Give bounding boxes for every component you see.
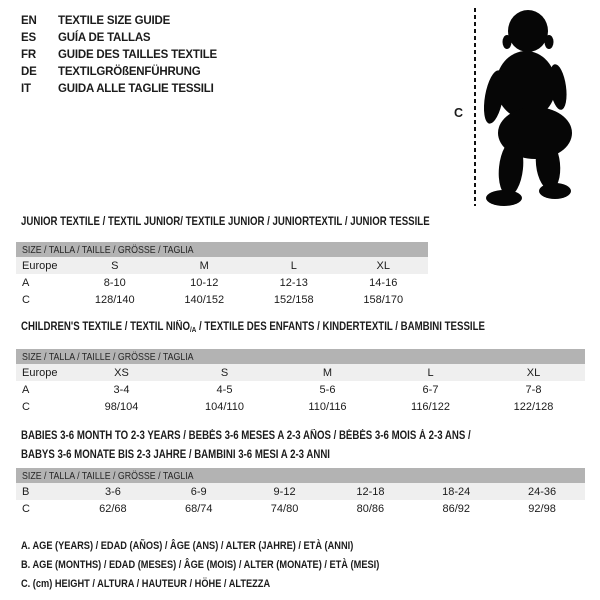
value-cell: 14-16 [369,276,398,289]
row-label-cell: C [22,293,30,306]
section-title [21,427,600,465]
row-label-cell: Europe [16,257,70,274]
language-label: GUIDA ALLE TAGLIE TESSILI [58,83,214,95]
size-table-header [16,468,585,483]
value-cell: 10-12 [190,276,219,289]
title-subscript: /A [190,325,197,334]
language-row [21,30,217,47]
value-cell: 140/152 [184,293,225,306]
section-title [21,318,600,339]
value-cell: 3-4 [113,383,130,396]
size-table-header-row [16,349,585,364]
legend-line [21,575,448,594]
size-section-children [0,318,600,415]
section-title [21,213,600,232]
value-cell: 12-18 [327,483,413,500]
row-label-cell: A [22,383,30,396]
row-label-cell: A [22,276,30,289]
table-row [16,483,585,500]
language-list [21,13,217,98]
value-cell: 6-9 [156,483,242,500]
value-cell: 110/116 [308,400,347,413]
value-cell: 8-10 [103,276,126,289]
value-cell: XL [482,364,585,381]
value-cell: 18-24 [413,483,499,500]
value-cell: M [160,257,250,274]
toddler-silhouette-icon [477,5,587,210]
row-label-cell: C [22,502,30,515]
value-cell: 86/92 [442,502,470,515]
language-code: FR [21,49,36,61]
size-section-junior [0,213,600,308]
legend-line [21,537,448,556]
value-cell: 98/104 [104,400,139,413]
language-label: GUÍA DE TALLAS [58,32,151,44]
legend [21,537,448,594]
language-code: IT [21,83,31,95]
value-cell: 92/98 [528,502,556,515]
value-cell: 152/158 [273,293,314,306]
value-cell: 6-7 [422,383,439,396]
section-title-text: CHILDREN'S TEXTILE / TEXTIL $NIÑO_{/A}$ / TEXTILE DES ENFANTS / KINDERTEXTIL / BAMBINI TESSILE [21,321,485,334]
figure-area [440,0,600,215]
legend-text: C. (cm) HEIGHT / ALTURA / HAUTEUR / HÖHE / ALTEZZA [21,578,271,590]
value-cell: L [379,364,482,381]
table-row [16,291,428,308]
value-cell: XS [70,364,173,381]
value-cell: 5-6 [319,383,336,396]
size-section-babies [0,427,600,517]
value-cell: 116/122 [411,400,450,413]
value-cell: S [173,364,276,381]
section-title-line [21,318,600,339]
value-cell: 24-36 [499,483,585,500]
size-table [16,349,585,415]
value-cell: 68/74 [184,502,213,515]
size-table-header-row [16,242,428,257]
table-row [16,364,585,381]
height-measure-label: C [454,106,464,120]
size-table-header-text: SIZE / TALLA / TAILLE / GRÖSSE / TAGLIA [22,350,194,363]
legend-text: A. AGE (YEARS) / EDAD (AÑOS) / ÂGE (ANS) / ALTER (JAHRE) / ETÀ (ANNI) [21,540,354,552]
row-label-cell: B [16,483,70,500]
section-title-line [21,446,600,465]
value-cell: 128/140 [94,293,135,306]
value-cell: 122/128 [513,400,554,413]
value-cell: S [70,257,160,274]
table-row [16,398,585,415]
table-row [16,381,585,398]
legend-line [21,556,448,575]
language-label: GUIDE DES TAILLES TEXTILE [58,49,217,61]
row-label-cell: Europe [16,364,70,381]
value-cell: 4-5 [216,383,233,396]
section-title-line [21,213,600,232]
language-row [21,47,217,64]
value-cell: 158/170 [363,293,404,306]
value-cell: 9-12 [242,483,328,500]
language-code: EN [21,15,37,27]
size-table-header-row [16,468,585,483]
value-cell: 7-8 [525,383,542,396]
size-table [16,242,428,308]
value-cell: 3-6 [70,483,156,500]
row-label-cell: C [22,400,30,413]
size-table-header-text: SIZE / TALLA / TAILLE / GRÖSSE / TAGLIA [22,243,194,256]
height-measure-line [474,8,476,206]
section-title-text: BABYS 3-6 MONATE BIS 2-3 JAHRE / BAMBINI 3-6 MESI A 2-3 ANNI [21,449,330,461]
table-row [16,257,428,274]
value-cell: 104/110 [205,400,244,413]
section-title-text: JUNIOR TEXTILE / TEXTIL JUNIOR/ TEXTILE JUNIOR / JUNIORTEXTIL / JUNIOR TESSILE [21,216,430,228]
language-label: TEXTILE SIZE GUIDE [58,15,171,27]
language-row [21,13,217,30]
section-title-text: BABIES 3-6 MONTH TO 2-3 YEARS / BEBÉS 3-6 MESES A 2-3 AÑOS / BÉBÉS 3-6 MOIS À 2-3 ANS / [21,430,471,442]
value-cell: 74/80 [270,502,299,515]
value-cell: L [249,257,339,274]
value-cell: 62/68 [99,502,127,515]
language-code: DE [21,66,37,78]
legend-text: B. AGE (MONTHS) / EDAD (MESES) / ÂGE (MOIS) / ALTER (MONATE) / ETÀ (MESI) [21,559,380,571]
value-cell: M [276,364,379,381]
language-label: TEXTILGRÖßENFÜHRUNG [58,66,201,78]
size-table-header [16,349,585,364]
language-row [21,81,217,98]
section-title-line [21,427,600,446]
table-row [16,274,428,291]
language-row [21,64,217,81]
size-table-header-text: SIZE / TALLA / TAILLE / GRÖSSE / TAGLIA [22,469,194,482]
value-cell: 80/86 [356,502,385,515]
table-row [16,500,585,517]
size-table [16,468,585,517]
size-table-header [16,242,428,257]
value-cell: 12-13 [279,276,308,289]
value-cell: XL [339,257,429,274]
language-code: ES [21,32,36,44]
